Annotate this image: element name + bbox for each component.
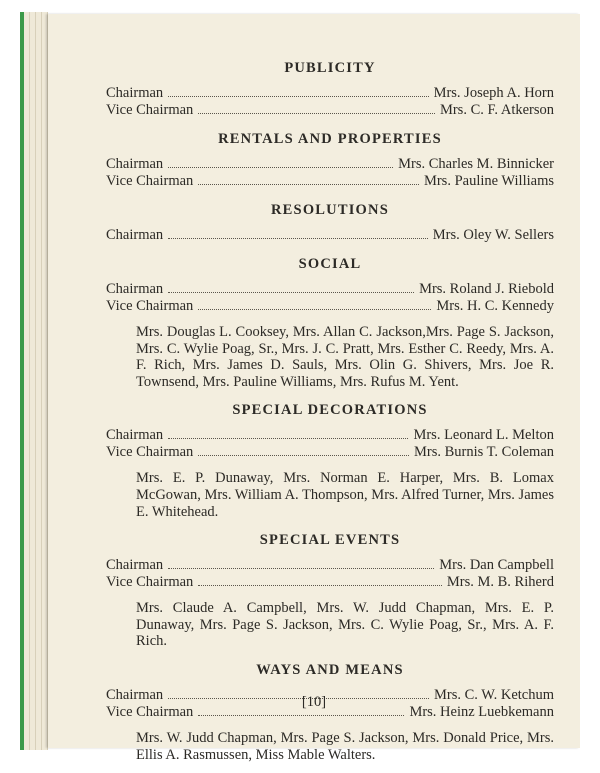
role-label: Chairman — [106, 156, 164, 172]
dot-leader — [168, 292, 414, 293]
dot-leader — [198, 309, 431, 310]
officer-row — [106, 281, 554, 298]
officer-name: Mrs. H. C. Kennedy — [436, 298, 554, 314]
dot-leader — [168, 96, 428, 97]
dot-leader — [198, 184, 419, 185]
section-heading: SPECIAL DECORATIONS — [232, 402, 428, 419]
committee-list — [106, 58, 554, 773]
dot-leader — [198, 455, 409, 456]
booklet-page — [48, 14, 580, 763]
role-label: Chairman — [106, 281, 164, 297]
dot-leader — [198, 113, 435, 114]
dot-leader — [168, 167, 393, 168]
officer-row — [106, 444, 554, 461]
section-heading: SPECIAL EVENTS — [259, 532, 401, 549]
dot-leader — [168, 568, 434, 569]
officer-row — [106, 156, 554, 173]
member-list: Mrs. Douglas L. Cooksey, Mrs. Allan C. Jackson,Mrs. Page S. Jackson, Mrs. C. Wylie Poag, Sr., Mrs. J. C. Pratt, Mrs. Esther C. Reedy, Mrs. A. F. Rich, Mrs. James D. Sauls, Mrs. Olin G. Shivers, Mrs. Joe R. Townsend, Mrs. Pauline Williams, Mrs. Rufus M. Yent. — [136, 324, 554, 390]
officer-row — [106, 557, 554, 574]
officer-name: Mrs. Dan Campbell — [439, 557, 554, 574]
page-stack-edge — [20, 12, 48, 750]
officer-name: Mrs. C. W. Ketchum — [433, 686, 554, 703]
officer-row — [106, 574, 554, 591]
committee-section — [106, 400, 554, 520]
role-label: Chairman — [106, 427, 164, 444]
role-label: Vice Chairman — [106, 173, 194, 189]
officer-name: Mrs. Burnis T. Coleman — [413, 444, 554, 461]
role-label: Vice Chairman — [106, 444, 194, 461]
role-label: Vice Chairman — [106, 574, 194, 591]
member-list: Mrs. Claude A. Campbell, Mrs. W. Judd Chapman, Mrs. E. P. Dunaway, Mrs. Page S. Jackson, Mrs. C. Wylie Poag, Sr., Mrs. A. F. Rich. — [136, 600, 554, 650]
committee-section — [106, 200, 554, 244]
role-label: Chairman — [106, 557, 164, 574]
section-heading: RENTALS AND PROPERTIES — [218, 131, 442, 147]
member-list: Mrs. E. P. Dunaway, Mrs. Norman E. Harper, Mrs. B. Lomax McGowan, Mrs. William A. Thompson, Mrs. Alfred Turner, Mrs. James E. Whitehead. — [136, 470, 554, 520]
officer-row — [106, 85, 554, 102]
officer-name: Mrs. Leonard L. Melton — [413, 427, 554, 444]
officer-name: Mrs. Pauline Williams — [423, 173, 554, 189]
section-heading: RESOLUTIONS — [271, 202, 389, 218]
section-heading: PUBLICITY — [284, 60, 376, 76]
role-label: Vice Chairman — [106, 102, 194, 118]
officer-name: Mrs. C. F. Atkerson — [439, 102, 554, 118]
officer-name: Mrs. Roland J. Riebold — [419, 281, 554, 297]
officer-name: Mrs. Heinz Luebkemann — [409, 703, 554, 720]
section-heading: WAYS AND MEANS — [256, 661, 404, 678]
officer-row — [106, 298, 554, 315]
officer-name: Mrs. Joseph A. Horn — [433, 85, 554, 101]
section-heading: SOCIAL — [298, 256, 362, 272]
officer-row — [106, 427, 554, 444]
role-label: Vice Chairman — [106, 703, 194, 720]
dot-leader — [198, 715, 404, 716]
member-list: Mrs. W. Judd Chapman, Mrs. Page S. Jackson, Mrs. Donald Price, Mrs. Ellis A. Rasmussen, Miss Mable Walters. — [136, 729, 554, 763]
committee-section — [106, 58, 554, 119]
dot-leader — [168, 438, 408, 439]
officer-row — [106, 102, 554, 119]
role-label: Chairman — [106, 227, 164, 243]
committee-section — [106, 530, 554, 650]
dot-leader — [198, 585, 442, 586]
officer-name: Mrs. M. B. Riherd — [446, 574, 554, 591]
dot-leader — [168, 238, 428, 239]
committee-section — [106, 129, 554, 190]
officer-row — [106, 173, 554, 190]
officer-name: Mrs. Oley W. Sellers — [432, 227, 554, 243]
role-label: Vice Chairman — [106, 298, 194, 314]
officer-row — [106, 227, 554, 244]
role-label: Chairman — [106, 686, 164, 703]
officer-name: Mrs. Charles M. Binnicker — [398, 156, 554, 172]
committee-section — [106, 254, 554, 390]
committee-section — [106, 660, 554, 763]
role-label: Chairman — [106, 85, 164, 101]
page-number: [10] — [301, 694, 327, 710]
